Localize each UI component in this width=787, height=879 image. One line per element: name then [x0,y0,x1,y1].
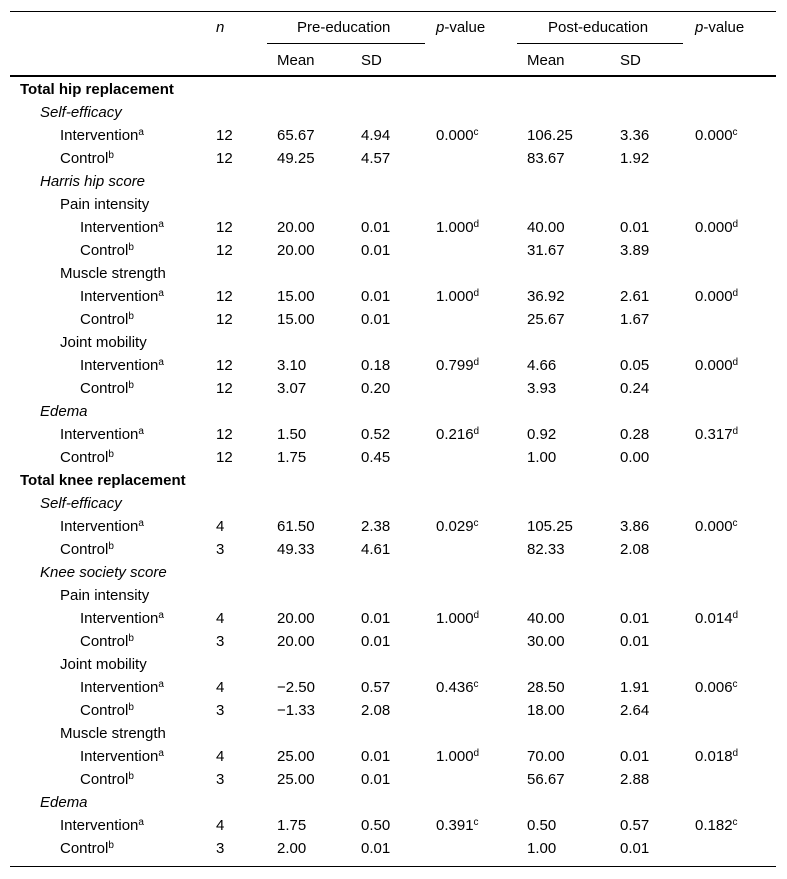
cell-post-mean: 70.00 [527,748,565,765]
cell-post-mean: 31.67 [527,242,565,259]
row-label: Control$^b$ [60,541,114,558]
cell-n: 4 [216,518,225,535]
table-row [10,515,776,538]
row-label: Self-efficacy [40,104,122,121]
cell-n: 3 [216,840,225,857]
cell-n: 12 [216,288,233,305]
row-label: Muscle strength [60,265,166,282]
cell-pre-mean: 1.50 [277,426,307,443]
cell-p1: 0.436$^c$ [436,679,479,696]
cell-n: 12 [216,242,233,259]
cell-n: 12 [216,127,233,144]
cell-post-sd: 0.01 [620,633,650,650]
cell-post-mean: 0.50 [527,817,557,834]
header-pre-sd: SD [361,52,382,69]
table-row [10,101,776,124]
header-post-mean: Mean [527,52,565,69]
post-education-underline [517,43,683,44]
cell-post-sd: 3.89 [620,242,650,259]
row-label: Intervention$^a$ [80,288,164,305]
cell-n: 3 [216,771,225,788]
results-table [10,11,776,867]
table-row [10,653,776,676]
table-row [10,239,776,262]
cell-p1: 1.000$^d$ [436,219,480,236]
table-row [10,78,776,101]
table-top-rule [10,11,776,12]
row-label: Intervention$^a$ [60,127,144,144]
cell-pre-mean: 61.50 [277,518,315,535]
row-label: Intervention$^a$ [80,748,164,765]
table-row [10,469,776,492]
cell-post-sd: 3.36 [620,127,650,144]
cell-pre-sd: 0.45 [361,449,391,466]
table-row [10,124,776,147]
header-pre-mean: Mean [277,52,315,69]
cell-post-mean: 56.67 [527,771,565,788]
cell-p2: 0.006$^c$ [695,679,738,696]
cell-n: 4 [216,748,225,765]
cell-pre-mean: 49.25 [277,150,315,167]
row-label: Self-efficacy [40,495,122,512]
row-label: Pain intensity [60,587,150,604]
cell-pre-mean: 20.00 [277,610,315,627]
table-row [10,354,776,377]
table-row [10,285,776,308]
cell-n: 12 [216,357,233,374]
header-bottom-rule [10,75,776,77]
row-label: Control$^b$ [80,242,134,259]
cell-pre-mean: 65.67 [277,127,315,144]
cell-n: 4 [216,817,225,834]
table-row [10,216,776,239]
cell-pre-sd: 2.38 [361,518,391,535]
table-row [10,193,776,216]
header-post-sd: SD [620,52,641,69]
cell-p1: 0.799$^d$ [436,357,480,374]
cell-p1: 0.216$^d$ [436,426,480,443]
cell-post-sd: 3.86 [620,518,650,535]
cell-post-mean: 1.00 [527,449,557,466]
cell-p2: 0.000$^c$ [695,518,738,535]
cell-pre-sd: 0.01 [361,288,391,305]
cell-post-mean: 1.00 [527,840,557,857]
table-row [10,768,776,791]
header-pre-education: Pre-education [297,19,391,36]
cell-n: 12 [216,380,233,397]
row-label: Intervention$^a$ [80,219,164,236]
cell-pre-mean: 3.10 [277,357,307,374]
cell-n: 12 [216,219,233,236]
table-row [10,791,776,814]
cell-p2: 0.018$^d$ [695,748,739,765]
cell-pre-sd: 4.57 [361,150,391,167]
cell-pre-mean: 1.75 [277,817,307,834]
row-label: Control$^b$ [60,449,114,466]
cell-n: 3 [216,541,225,558]
row-label: Edema [40,403,88,420]
cell-p1: 0.391$^c$ [436,817,479,834]
cell-pre-mean: 15.00 [277,288,315,305]
cell-post-mean: 105.25 [527,518,573,535]
cell-pre-sd: 4.61 [361,541,391,558]
cell-pre-sd: 0.01 [361,242,391,259]
cell-pre-mean: 20.00 [277,242,315,259]
cell-p1: 1.000$^d$ [436,610,480,627]
cell-pre-mean: 25.00 [277,771,315,788]
cell-post-sd: 2.61 [620,288,650,305]
cell-post-sd: 0.01 [620,219,650,236]
cell-pre-sd: 0.20 [361,380,391,397]
cell-p1: 1.000$^d$ [436,288,480,305]
cell-n: 3 [216,633,225,650]
table-row [10,630,776,653]
cell-post-mean: 28.50 [527,679,565,696]
cell-n: 4 [216,610,225,627]
table-bottom-rule [10,866,776,867]
row-label: Joint mobility [60,334,147,351]
row-label: Intervention$^a$ [80,610,164,627]
cell-post-mean: 25.67 [527,311,565,328]
cell-post-mean: 82.33 [527,541,565,558]
cell-n: 3 [216,702,225,719]
cell-n: 4 [216,679,225,696]
row-label: Control$^b$ [80,311,134,328]
table-row [10,745,776,768]
cell-pre-mean: −1.33 [277,702,315,719]
table-row [10,584,776,607]
row-label: Harris hip score [40,173,146,190]
row-label: Control$^b$ [80,771,134,788]
row-label: Knee society score [40,564,167,581]
cell-p2: 0.000$^c$ [695,127,738,144]
table-row [10,262,776,285]
cell-pre-sd: 0.01 [361,219,391,236]
cell-pre-sd: 0.57 [361,679,391,696]
cell-p2: 0.000$^d$ [695,288,739,305]
cell-post-sd: 0.24 [620,380,650,397]
cell-post-mean: 30.00 [527,633,565,650]
table-row [10,699,776,722]
row-label: Intervention$^a$ [80,357,164,374]
cell-pre-sd: 0.01 [361,748,391,765]
cell-post-sd: 1.67 [620,311,650,328]
table-row [10,423,776,446]
cell-post-mean: 83.67 [527,150,565,167]
cell-post-sd: 2.88 [620,771,650,788]
cell-post-sd: 0.05 [620,357,650,374]
cell-n: 12 [216,426,233,443]
table-row [10,561,776,584]
cell-post-sd: 1.91 [620,679,650,696]
row-label: Control$^b$ [60,150,114,167]
cell-post-sd: 0.01 [620,748,650,765]
cell-post-mean: 36.92 [527,288,565,305]
cell-post-mean: 18.00 [527,702,565,719]
cell-pre-sd: 0.50 [361,817,391,834]
cell-pre-mean: 3.07 [277,380,307,397]
table-row [10,331,776,354]
row-label: Muscle strength [60,725,166,742]
cell-post-sd: 1.92 [620,150,650,167]
table-row [10,814,776,837]
cell-pre-mean: 20.00 [277,633,315,650]
cell-pre-sd: 0.52 [361,426,391,443]
table-row [10,400,776,423]
header-p-value-post: p-value [695,19,745,36]
cell-n: 12 [216,150,233,167]
cell-pre-sd: 2.08 [361,702,391,719]
table-row [10,492,776,515]
cell-post-sd: 0.01 [620,610,650,627]
cell-p2: 0.000$^d$ [695,219,739,236]
cell-pre-sd: 0.18 [361,357,391,374]
cell-p1: 1.000$^d$ [436,748,480,765]
row-label: Control$^b$ [80,702,134,719]
cell-n: 12 [216,449,233,466]
row-label: Control$^b$ [60,840,114,857]
table-row [10,170,776,193]
row-label: Intervention$^a$ [60,426,144,443]
cell-pre-mean: −2.50 [277,679,315,696]
cell-post-mean: 40.00 [527,219,565,236]
cell-pre-sd: 0.01 [361,633,391,650]
cell-post-mean: 3.93 [527,380,557,397]
table-row [10,837,776,860]
cell-post-mean: 0.92 [527,426,557,443]
cell-p1: 0.000$^c$ [436,127,479,144]
cell-post-sd: 0.28 [620,426,650,443]
table-row [10,377,776,400]
table-row [10,538,776,561]
cell-pre-mean: 20.00 [277,219,315,236]
row-label: Total knee replacement [20,472,186,489]
table-row [10,147,776,170]
cell-post-sd: 0.01 [620,840,650,857]
row-label: Joint mobility [60,656,147,673]
cell-pre-sd: 0.01 [361,771,391,788]
row-label: Intervention$^a$ [60,817,144,834]
cell-pre-sd: 0.01 [361,311,391,328]
cell-pre-mean: 2.00 [277,840,307,857]
cell-post-mean: 106.25 [527,127,573,144]
row-label: Intervention$^a$ [60,518,144,535]
cell-p2: 0.000$^d$ [695,357,739,374]
header-p-value-pre: p-value [436,19,486,36]
header-post-education: Post-education [548,19,649,36]
cell-p1: 0.029$^c$ [436,518,479,535]
row-label: Control$^b$ [80,380,134,397]
cell-post-sd: 2.64 [620,702,650,719]
table-row [10,308,776,331]
header-n: n [216,19,225,36]
pre-education-underline [267,43,425,44]
row-label: Edema [40,794,88,811]
cell-pre-sd: 0.01 [361,840,391,857]
table-row [10,722,776,745]
cell-pre-mean: 49.33 [277,541,315,558]
cell-pre-mean: 25.00 [277,748,315,765]
cell-post-mean: 4.66 [527,357,557,374]
cell-p2: 0.014$^d$ [695,610,739,627]
cell-post-sd: 2.08 [620,541,650,558]
row-label: Intervention$^a$ [80,679,164,696]
cell-pre-mean: 1.75 [277,449,307,466]
cell-pre-sd: 0.01 [361,610,391,627]
cell-pre-mean: 15.00 [277,311,315,328]
cell-p2: 0.317$^d$ [695,426,739,443]
table-row [10,676,776,699]
table-row [10,607,776,630]
cell-post-mean: 40.00 [527,610,565,627]
row-label: Pain intensity [60,196,150,213]
table-row [10,446,776,469]
cell-pre-sd: 4.94 [361,127,391,144]
row-label: Total hip replacement [20,81,174,98]
cell-n: 12 [216,311,233,328]
row-label: Control$^b$ [80,633,134,650]
cell-post-sd: 0.00 [620,449,650,466]
cell-post-sd: 0.57 [620,817,650,834]
cell-p2: 0.182$^c$ [695,817,738,834]
